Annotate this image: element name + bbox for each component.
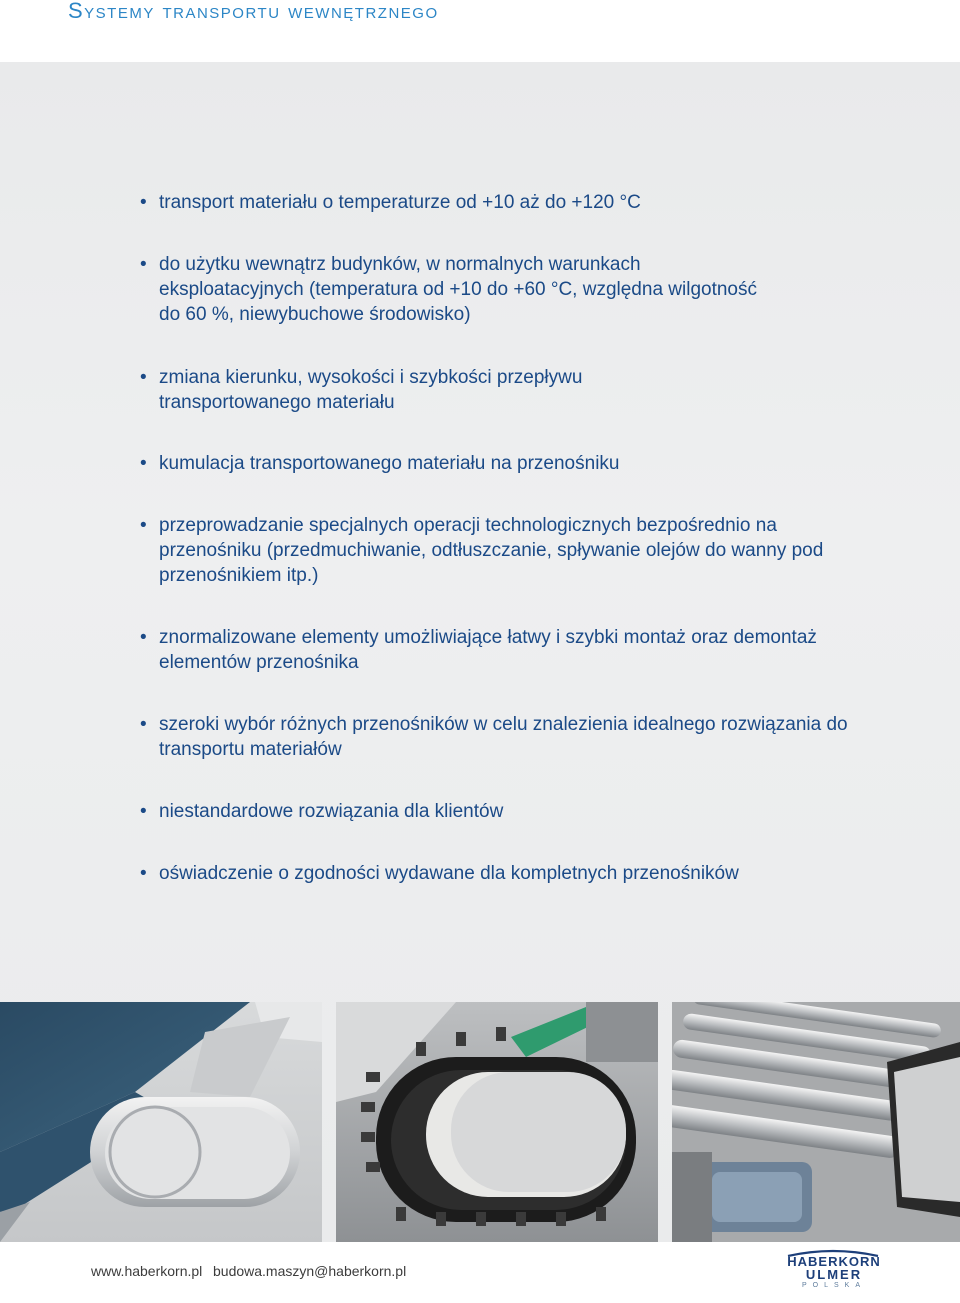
list-item-text: szeroki wybór różnych przenośników w celu znalezienia idealnego rozwiązania do transportu materiałów (159, 714, 848, 760)
website-link[interactable]: www.haberkorn.pl (91, 1263, 203, 1279)
roller-conveyor-photo (672, 1002, 960, 1242)
list-item-text: niestandardowe rozwiązania dla klientów (159, 801, 504, 822)
list-item-text: kumulacja transportowanego materiału na przenośniku (159, 453, 620, 474)
bullet-icon: • (140, 515, 147, 536)
list-item (140, 451, 900, 476)
bullet-icon: • (140, 254, 147, 275)
bullet-icon: • (140, 714, 147, 735)
logo-text-polska: POLSKA (801, 1282, 866, 1289)
haberkorn-logo (782, 1246, 886, 1290)
email-link[interactable]: budowa.maszyn@haberkorn.pl (213, 1263, 407, 1279)
list-item (140, 252, 900, 327)
list-item-text: zmiana kierunku, wysokości i szybkości przepływu transportowanego materiału (159, 367, 583, 413)
bullet-icon: • (140, 801, 147, 822)
bullet-icon: • (140, 627, 147, 648)
list-item (140, 625, 900, 675)
page-title: Systemy transportu wewnętrznego (68, 0, 439, 23)
logo-text-ulmer: ULMER (805, 1267, 863, 1282)
bullet-icon: • (140, 192, 147, 213)
list-item-text: oświadczenie o zgodności wydawane dla kompletnych przenośników (159, 863, 739, 884)
belt-conveyor-photo (0, 1002, 322, 1242)
list-item-text: transport materiału o temperaturze od +10 aż do +120 °C (159, 192, 641, 213)
list-item (140, 365, 900, 415)
list-item-text: przeprowadzanie specjalnych operacji technologicznych bezpośrednio na przenośniku (przedmuchiwanie, odtłuszczanie, spływanie olejów do wanny pod przenośnikiem itp.) (159, 515, 824, 586)
list-item (140, 513, 900, 588)
bullet-icon: • (140, 863, 147, 884)
bullet-icon: • (140, 453, 147, 474)
chain-conveyor-photo (336, 1002, 658, 1242)
list-item-text: znormalizowane elementy umożliwiające łatwy i szybki montaż oraz demontaż elementów przenośnika (159, 627, 817, 673)
bullet-icon: • (140, 367, 147, 388)
photo-strip (0, 1002, 960, 1242)
list-item (140, 712, 900, 762)
list-item-text: do użytku wewnątrz budynków, w normalnych warunkach eksploatacyjnych (temperatura od +10 do +60 °C, względna wilgotność do 60 %, niewybuchowe środowisko) (159, 254, 757, 325)
page-header (0, 0, 960, 62)
feature-list (140, 190, 900, 886)
list-item (140, 190, 900, 215)
list-item (140, 799, 900, 824)
logo-text-haberkorn: HABERKORN (787, 1254, 881, 1269)
page-footer (0, 1242, 960, 1303)
list-item (140, 861, 900, 886)
